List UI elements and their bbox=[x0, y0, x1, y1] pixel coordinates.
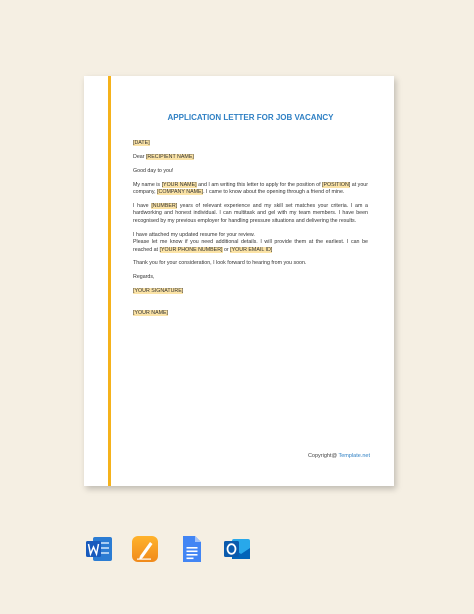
letter-content bbox=[133, 113, 368, 324]
your-name-placeholder: [YOUR NAME] bbox=[161, 181, 197, 188]
pages-icon[interactable] bbox=[130, 534, 160, 564]
app-icons bbox=[84, 534, 252, 564]
copyright-prefix: Copyright@ bbox=[307, 453, 339, 459]
phone-placeholder: [YOUR PHONE NUMBER] bbox=[159, 246, 223, 253]
recipient-placeholder: [RECIPIENT NAME] bbox=[145, 153, 194, 160]
google-docs-icon[interactable] bbox=[176, 534, 206, 564]
intro-text-1: My name is bbox=[133, 181, 162, 188]
dear-text: Dear bbox=[133, 153, 146, 160]
thanks-line: Thank you for your consideration, I look forward to hearing from you soon. bbox=[133, 260, 307, 267]
closing-name-line bbox=[133, 310, 368, 317]
intro-text-3: at your company, bbox=[133, 181, 368, 196]
paragraph-intro bbox=[133, 182, 368, 197]
experience-text-2: years of relevant experience and my skill set matches your criteria. I am a hardworking and honest individual. I can multitask and gel with my team members. I have been recognised by my previous employer for handling pressure situations and delivering the results. bbox=[133, 203, 368, 224]
regards-line: Regards, bbox=[133, 274, 155, 281]
greeting: Good day to you! bbox=[133, 167, 174, 174]
signature-line bbox=[133, 288, 368, 295]
email-placeholder: [YOUR EMAIL ID] bbox=[230, 246, 273, 253]
company-name-placeholder: [COMPANY NAME] bbox=[157, 189, 204, 196]
number-placeholder: [NUMBER] bbox=[151, 203, 178, 210]
outlook-icon[interactable] bbox=[222, 534, 252, 564]
closing-name-placeholder: [YOUR NAME] bbox=[133, 309, 169, 316]
intro-text-4: . I came to know about the opening through a friend of mine. bbox=[203, 189, 345, 196]
word-icon[interactable] bbox=[84, 534, 114, 564]
letter-title: APPLICATION LETTER FOR JOB VACANCY bbox=[167, 113, 334, 122]
signature-placeholder: [YOUR SIGNATURE] bbox=[133, 288, 184, 295]
date-line bbox=[133, 140, 368, 147]
contact-or: or bbox=[222, 246, 231, 253]
date-placeholder: [DATE] bbox=[133, 140, 150, 146]
intro-text-2: and I am writing this letter to apply for the position of bbox=[196, 181, 323, 188]
copyright-brand[interactable]: Template.net bbox=[338, 453, 370, 459]
position-placeholder: [POSITION] bbox=[322, 181, 351, 188]
paragraph-experience bbox=[133, 203, 368, 225]
letter-page bbox=[84, 76, 394, 486]
copyright bbox=[308, 453, 370, 459]
accent-stripe bbox=[108, 76, 111, 486]
experience-text-1: I have bbox=[133, 203, 152, 210]
paragraph-contact bbox=[133, 239, 368, 254]
resume-line: I have attached my updated resume for your review. bbox=[133, 231, 255, 238]
salutation bbox=[133, 154, 368, 161]
contact-text-1: Please let me know if you need additional details. I will provide them at the earliest. I can be reached at bbox=[133, 239, 368, 253]
